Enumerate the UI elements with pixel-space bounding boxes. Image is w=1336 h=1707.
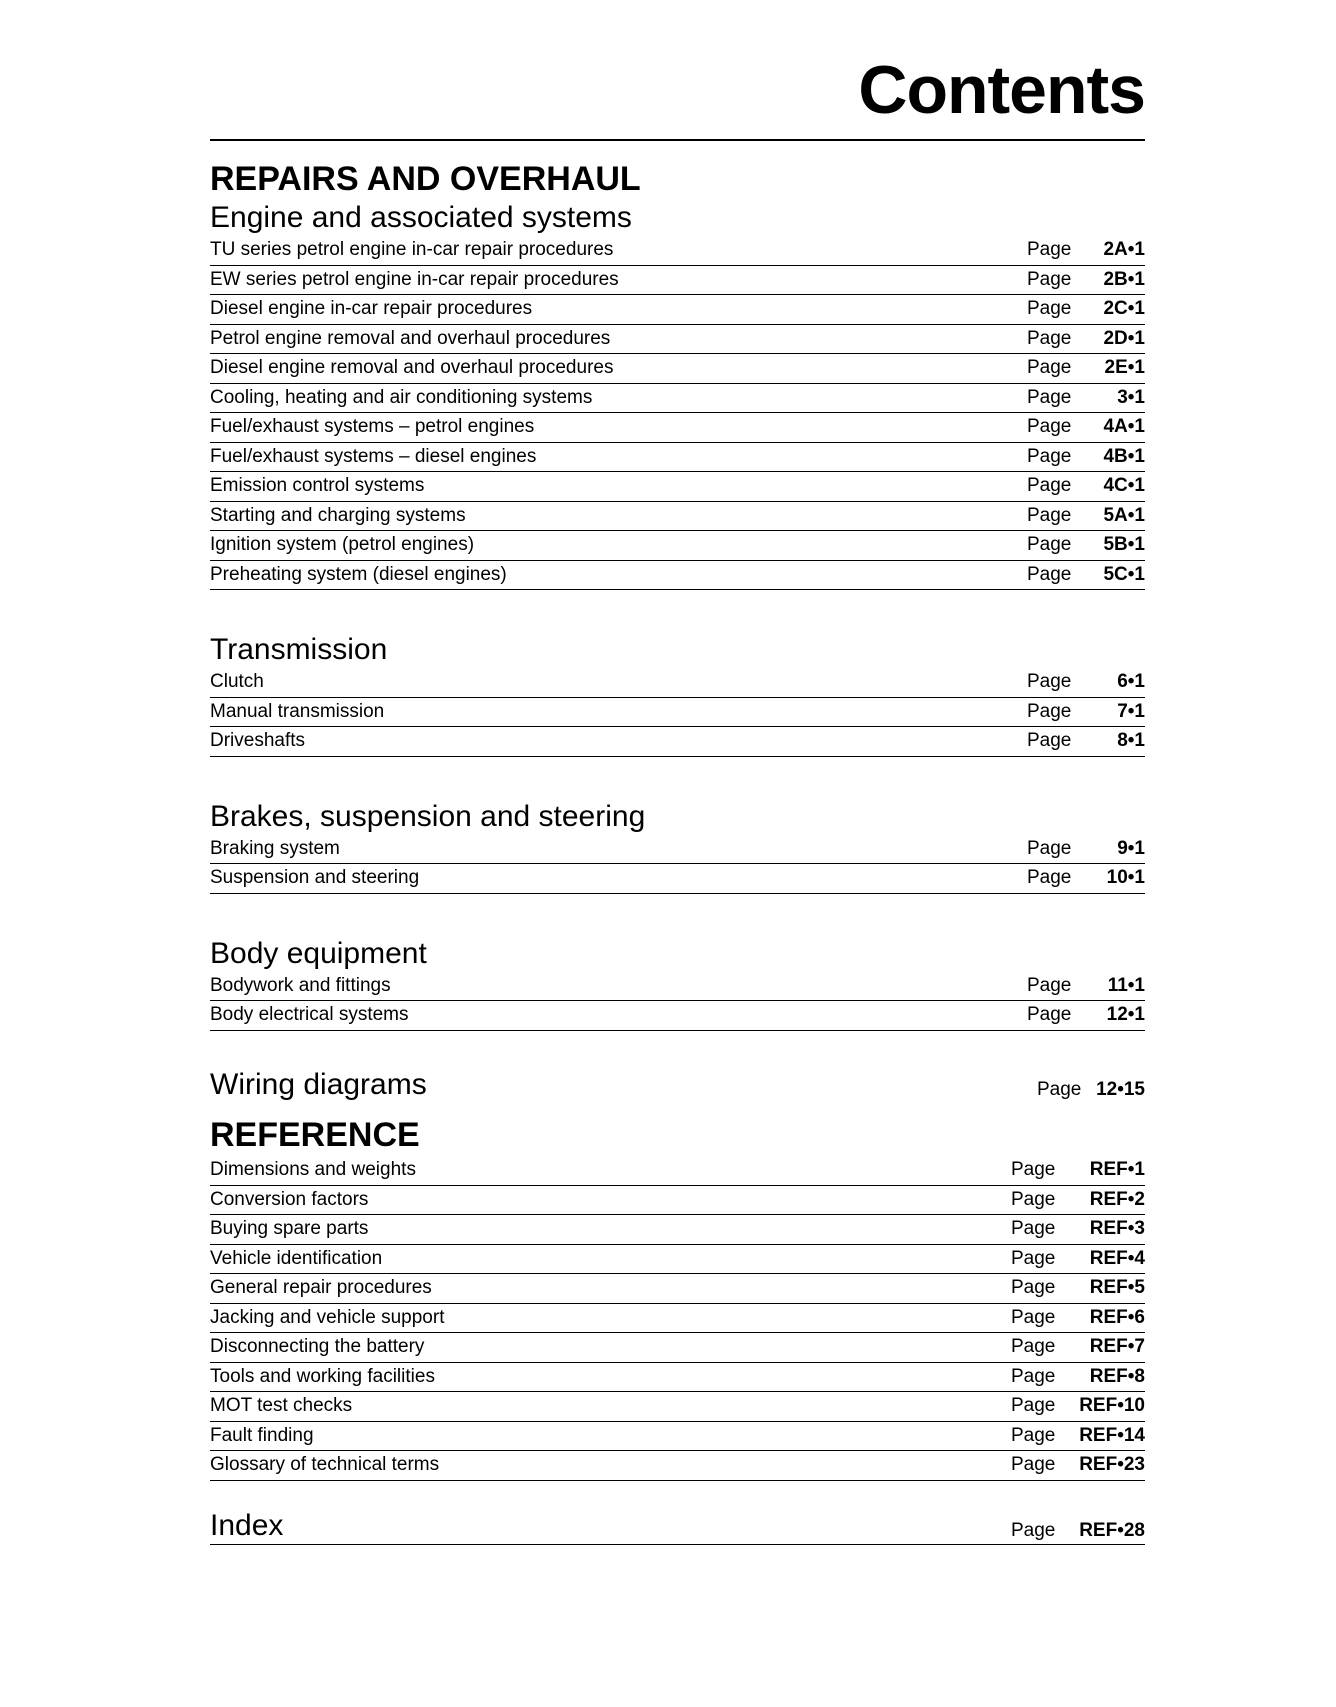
toc-entry-label: Glossary of technical terms xyxy=(210,1454,440,1476)
page-number: REF•10 xyxy=(1079,1395,1145,1417)
page-word: Page xyxy=(1027,534,1072,556)
toc-row[interactable] xyxy=(210,295,1145,325)
page-number: REF•5 xyxy=(1089,1277,1145,1299)
page-number: REF•1 xyxy=(1089,1159,1145,1181)
page-number: 12•15 xyxy=(1096,1078,1145,1100)
toc-row[interactable] xyxy=(210,502,1145,532)
toc-entry-label: Buying spare parts xyxy=(210,1218,369,1240)
page-word: Page xyxy=(1027,671,1072,693)
page-number: REF•28 xyxy=(1079,1519,1145,1541)
page-word: Page xyxy=(1027,867,1072,889)
toc-row[interactable] xyxy=(210,325,1145,355)
toc-row[interactable] xyxy=(210,1274,1145,1304)
toc-row[interactable] xyxy=(210,1363,1145,1393)
page-word: Page xyxy=(1027,416,1072,438)
page-word: Page xyxy=(1027,475,1072,497)
toc-row[interactable] xyxy=(210,698,1145,728)
toc-entry-label: General repair procedures xyxy=(210,1277,432,1299)
page-number: 6•1 xyxy=(1117,671,1145,693)
page-word: Page xyxy=(1027,268,1072,290)
toc-entry-label: Braking system xyxy=(210,837,340,859)
page-word: Page xyxy=(1027,974,1072,996)
page-number: 5A•1 xyxy=(1103,504,1145,526)
toc-row[interactable] xyxy=(210,1215,1145,1245)
toc-row[interactable] xyxy=(210,1333,1145,1363)
toc-row[interactable] xyxy=(210,1422,1145,1452)
page-number: 4C•1 xyxy=(1103,475,1145,497)
toc-entry-label: Driveshafts xyxy=(210,730,306,752)
toc-row[interactable] xyxy=(210,668,1145,698)
page-number: 2A•1 xyxy=(1103,239,1145,261)
page-number: REF•2 xyxy=(1089,1188,1145,1210)
page-word: Page xyxy=(1027,730,1072,752)
toc-entry-label: Tools and working facilities xyxy=(210,1365,435,1387)
toc-row[interactable] xyxy=(210,727,1145,757)
page-number: 3•1 xyxy=(1117,386,1145,408)
page-word: Page xyxy=(1027,357,1072,379)
toc-row[interactable] xyxy=(210,443,1145,473)
page-number: 12•1 xyxy=(1106,1004,1145,1026)
toc-row[interactable] xyxy=(210,1392,1145,1422)
page-number: REF•6 xyxy=(1089,1306,1145,1328)
page-number: 2C•1 xyxy=(1103,298,1145,320)
toc-entry-label: Vehicle identification xyxy=(210,1247,383,1269)
section-transmission xyxy=(210,632,1145,757)
page-word: Page xyxy=(1027,239,1072,261)
page-number: 2B•1 xyxy=(1103,268,1145,290)
toc-entry-label: Starting and charging systems xyxy=(210,504,466,526)
toc-entry-label: Fuel/exhaust systems – diesel engines xyxy=(210,445,537,467)
page-number: 2D•1 xyxy=(1103,327,1145,349)
toc-entry-label: TU series petrol engine in-car repair procedures xyxy=(210,239,614,261)
toc-entry-label: Fault finding xyxy=(210,1424,314,1446)
page-word: Page xyxy=(1011,1365,1056,1387)
page-word: Page xyxy=(1027,504,1072,526)
page-number: REF•14 xyxy=(1079,1424,1145,1446)
page-number: 4A•1 xyxy=(1103,416,1145,438)
section-heading-transmission: Transmission xyxy=(210,633,388,666)
page-number: 8•1 xyxy=(1117,730,1145,752)
page-number: 10•1 xyxy=(1106,867,1145,889)
section-brakes xyxy=(210,799,1145,894)
toc-entry-label: Petrol engine removal and overhaul procedures xyxy=(210,327,611,349)
toc-entry-label: Ignition system (petrol engines) xyxy=(210,534,475,556)
toc-entry-label: Disconnecting the battery xyxy=(210,1336,425,1358)
page-word: Page xyxy=(1011,1188,1056,1210)
page-word: Page xyxy=(1027,445,1072,467)
page-number: REF•8 xyxy=(1089,1365,1145,1387)
section-heading-engine: Engine and associated systems xyxy=(210,201,632,234)
section-heading-body: Body equipment xyxy=(210,936,427,970)
page-word: Page xyxy=(1011,1277,1056,1299)
toc-entry-label: MOT test checks xyxy=(210,1395,353,1417)
toc-row[interactable] xyxy=(210,1186,1145,1216)
section-heading-brakes: Brakes, suspension and steering xyxy=(210,799,646,833)
toc-entry-label: Diesel engine removal and overhaul procedures xyxy=(210,357,614,379)
toc-row[interactable] xyxy=(210,561,1145,591)
page-word: Page xyxy=(1011,1218,1056,1240)
toc-entry-label: Bodywork and fittings xyxy=(210,974,391,996)
toc-row[interactable] xyxy=(210,1304,1145,1334)
page-number: REF•7 xyxy=(1089,1336,1145,1358)
toc-row[interactable] xyxy=(210,835,1145,865)
repairs-part xyxy=(210,158,1145,1103)
page-word: Page xyxy=(1027,386,1072,408)
page-word: Page xyxy=(1011,1424,1056,1446)
toc-row[interactable] xyxy=(210,1451,1145,1481)
toc-row[interactable] xyxy=(210,1156,1145,1186)
toc-entry-label: Conversion factors xyxy=(210,1188,369,1210)
page-word: Page xyxy=(1027,700,1072,722)
toc-entry-label: Fuel/exhaust systems – petrol engines xyxy=(210,416,535,438)
page-number: 7•1 xyxy=(1117,700,1145,722)
page-word: Page xyxy=(1011,1159,1056,1181)
page-word: Page xyxy=(1037,1078,1082,1100)
toc-entry-label: Preheating system (diesel engines) xyxy=(210,563,507,585)
section-body xyxy=(210,936,1145,1031)
toc-row[interactable] xyxy=(210,1001,1145,1031)
page-number: REF•3 xyxy=(1089,1218,1145,1240)
toc-row[interactable] xyxy=(210,972,1145,1002)
toc-row[interactable] xyxy=(210,384,1145,414)
page-word: Page xyxy=(1011,1519,1056,1541)
toc-row[interactable] xyxy=(210,1245,1145,1275)
toc-row[interactable] xyxy=(210,413,1145,443)
toc-row[interactable] xyxy=(210,531,1145,561)
page-number: 9•1 xyxy=(1117,837,1145,859)
page-word: Page xyxy=(1027,837,1072,859)
toc-row[interactable] xyxy=(210,354,1145,384)
toc-row[interactable] xyxy=(210,864,1145,894)
toc-row-index[interactable] xyxy=(210,1495,1145,1545)
toc-entry-label: Jacking and vehicle support xyxy=(210,1306,445,1328)
part-heading-reference: REFERENCE xyxy=(210,1116,420,1154)
page-number: 4B•1 xyxy=(1103,445,1145,467)
page-word: Page xyxy=(1027,1004,1072,1026)
page-number: 5C•1 xyxy=(1103,563,1145,585)
toc-row-wiring[interactable] xyxy=(210,1059,1145,1103)
section-heading-wiring: Wiring diagrams xyxy=(210,1067,427,1101)
page-word: Page xyxy=(1011,1454,1056,1476)
page-word: Page xyxy=(1027,563,1072,585)
toc-entry-label: Cooling, heating and air conditioning systems xyxy=(210,386,593,408)
part-heading-repairs: REPAIRS AND OVERHAUL xyxy=(210,160,641,198)
toc-entry-label: Emission control systems xyxy=(210,475,425,497)
page-word: Page xyxy=(1011,1247,1056,1269)
page-word: Page xyxy=(1011,1306,1056,1328)
toc-entry-label: Suspension and steering xyxy=(210,867,420,889)
toc-entry-label: EW series petrol engine in-car repair procedures xyxy=(210,268,619,290)
page-word: Page xyxy=(1011,1395,1056,1417)
toc-row[interactable] xyxy=(210,472,1145,502)
page-title: Contents xyxy=(858,52,1145,128)
page-word: Page xyxy=(1011,1336,1056,1358)
page-number: REF•4 xyxy=(1089,1247,1145,1269)
page-word: Page xyxy=(1027,298,1072,320)
reference-part xyxy=(210,1114,1145,1545)
toc-entry-label: Clutch xyxy=(210,671,264,693)
toc-entry-label: Diesel engine in-car repair procedures xyxy=(210,298,533,320)
section-engine xyxy=(210,200,1145,590)
toc-entry-label: Body electrical systems xyxy=(210,1004,409,1026)
toc-entry-label: Dimensions and weights xyxy=(210,1159,416,1181)
page-word: Page xyxy=(1027,327,1072,349)
toc-entry-label: Manual transmission xyxy=(210,700,385,722)
toc-row[interactable] xyxy=(210,236,1145,266)
toc-row[interactable] xyxy=(210,266,1145,296)
page-number: 2E•1 xyxy=(1104,357,1145,379)
page-number: REF•23 xyxy=(1079,1454,1145,1476)
section-heading-index: Index xyxy=(210,1508,284,1542)
title-divider xyxy=(210,139,1145,141)
page-number: 5B•1 xyxy=(1103,534,1145,556)
page-number: 11•1 xyxy=(1107,974,1145,996)
